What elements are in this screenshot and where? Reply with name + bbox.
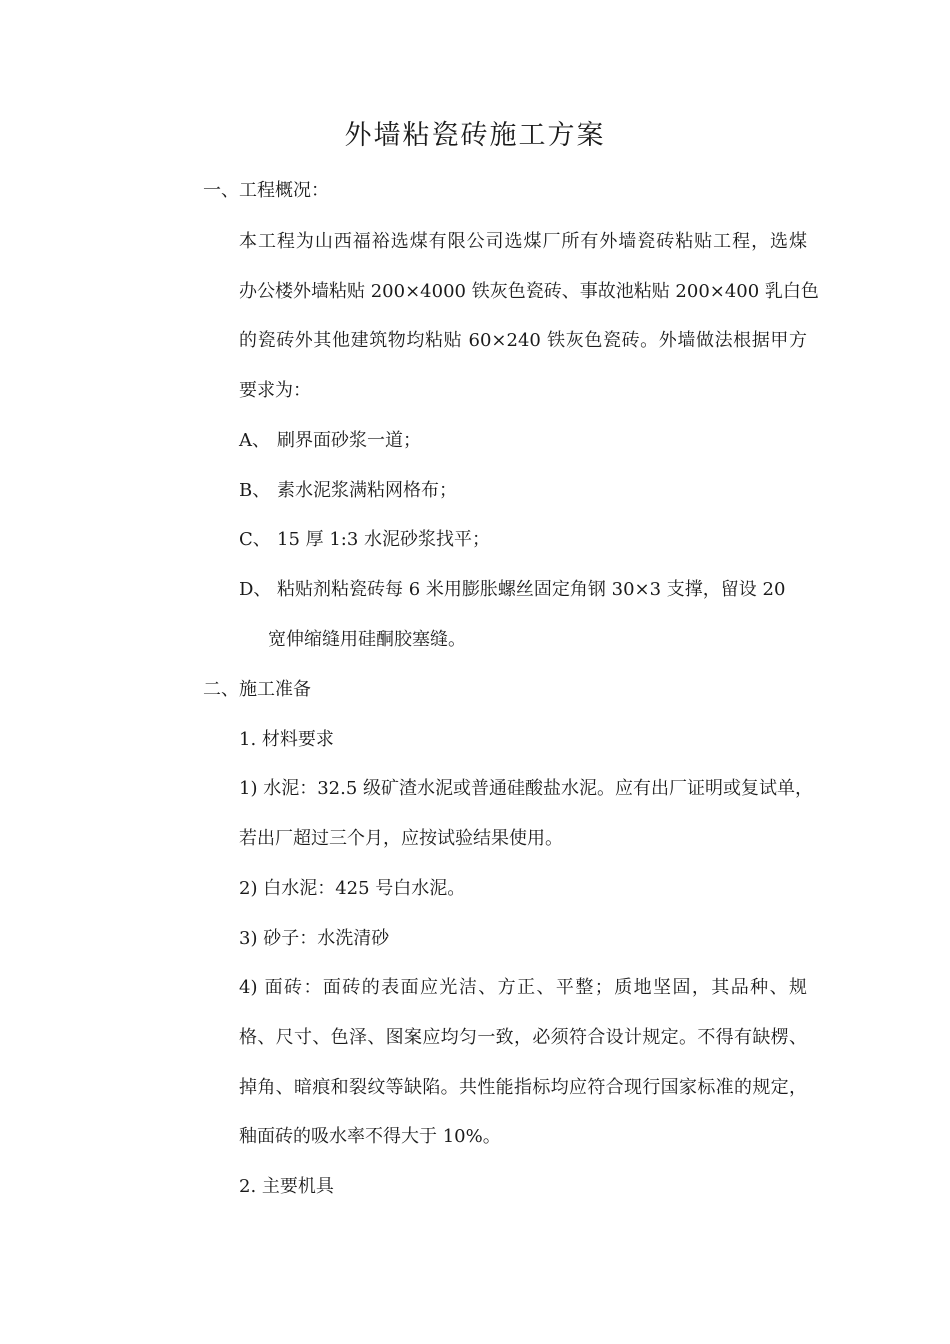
document-title: 外墙粘瓷砖施工方案	[344, 120, 606, 151]
subsection-heading-equipment: 2. 主要机具	[239, 1176, 334, 1197]
paragraph-line: 2) 白水泥：425 号白水泥。	[239, 878, 466, 899]
paragraph-line: 若出厂超过三个月，应按试验结果使用。	[239, 828, 563, 849]
paragraph-line: 的瓷砖外其他建筑物均粘贴 60×240 铁灰色瓷砖。外墙做法根据甲方	[239, 330, 807, 351]
paragraph-line: 格、尺寸、色泽、图案应均匀一致，必须符合设计规定。不得有缺楞、	[239, 1027, 807, 1048]
list-item-text: 粘贴剂粘瓷砖每 6 米用膨胀螺丝固定角钢 30×3 支撑，留设 20	[277, 579, 786, 600]
subsection-heading-materials: 1. 材料要求	[239, 729, 334, 750]
paragraph-line: 办公楼外墙粘贴 200×4000 铁灰色瓷砖、事故池粘贴 200×400 乳白色	[239, 281, 819, 302]
paragraph-line: 1) 水泥：32.5 级矿渣水泥或普通硅酸盐水泥。应有出厂证明或复试单，	[239, 778, 813, 799]
paragraph-line: 要求为：	[239, 380, 311, 401]
paragraph-line: 掉角、暗痕和裂纹等缺陷。共性能指标均应符合现行国家标准的规定，	[239, 1077, 807, 1098]
list-item-label: B、	[239, 480, 271, 501]
list-item-label: C、	[239, 529, 271, 550]
list-item-label: D、	[239, 579, 272, 600]
list-item-continuation: 宽伸缩缝用硅酮胶塞缝。	[268, 629, 466, 650]
list-item	[239, 428, 421, 454]
paragraph-line: 釉面砖的吸水率不得大于 10%。	[239, 1126, 501, 1147]
paragraph-line: 3) 砂子：水洗清砂	[239, 928, 390, 949]
paragraph-line: 4) 面砖：面砖的表面应光洁、方正、平整；质地坚固，其品种、规	[239, 977, 807, 998]
section-heading-preparation: 二、施工准备	[203, 679, 311, 700]
list-item-text: 15 厚 1:3 水泥砂浆找平；	[277, 529, 491, 550]
list-item	[239, 577, 785, 603]
list-item-label: A、	[239, 430, 270, 451]
list-item	[239, 478, 457, 504]
section-heading-overview: 一、工程概况：	[203, 180, 329, 201]
list-item-text: 刷界面砂浆一道；	[277, 430, 421, 451]
paragraph-line: 本工程为山西福裕选煤有限公司选煤厂所有外墙瓷砖粘贴工程，选煤	[239, 231, 807, 252]
list-item-text: 素水泥浆满粘网格布；	[277, 480, 457, 501]
list-item	[239, 527, 490, 553]
